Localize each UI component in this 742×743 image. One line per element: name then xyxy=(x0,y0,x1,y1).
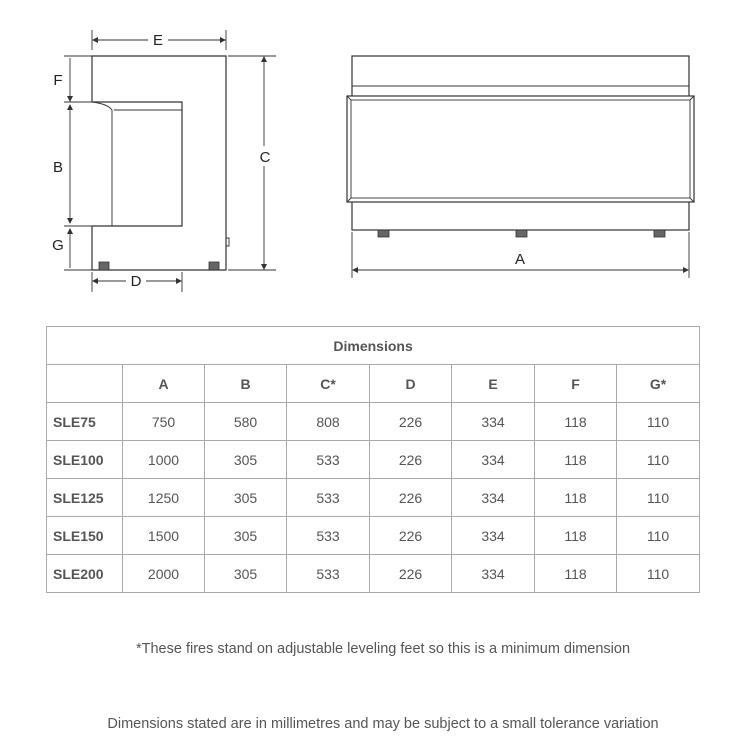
table-cell: 226 xyxy=(370,555,452,593)
column-header-c: C* xyxy=(287,365,370,403)
table-cell: 110 xyxy=(617,403,700,441)
table-cell: 118 xyxy=(535,555,617,593)
table-cell: 110 xyxy=(617,517,700,555)
table-cell: 334 xyxy=(452,403,535,441)
dim-c-arrow-top xyxy=(261,56,267,62)
table-cell: 226 xyxy=(370,517,452,555)
dim-b-arrow-bottom xyxy=(67,218,73,224)
table-row xyxy=(47,555,700,593)
model-name: SLE200 xyxy=(47,555,123,593)
dim-d-arrow-right xyxy=(176,278,182,284)
dim-b-label: B xyxy=(52,159,64,176)
table-cell: 305 xyxy=(205,441,287,479)
table-cell: 305 xyxy=(205,517,287,555)
side-view-foot-left xyxy=(99,262,109,270)
table-cell: 118 xyxy=(535,403,617,441)
table-cell: 1000 xyxy=(123,441,205,479)
dim-g-arrow xyxy=(67,228,73,234)
table-cell: 533 xyxy=(287,479,370,517)
dim-g-label: G xyxy=(52,237,64,254)
table-row xyxy=(47,441,700,479)
technical-drawing xyxy=(0,0,742,310)
table-cell: 533 xyxy=(287,555,370,593)
column-header-f: F xyxy=(535,365,617,403)
model-name: SLE100 xyxy=(47,441,123,479)
column-header-a: A xyxy=(123,365,205,403)
dim-c-label: C xyxy=(259,149,271,166)
front-view-glass-frame xyxy=(347,96,694,202)
side-view-firebox-inner xyxy=(92,102,112,226)
table-title-row xyxy=(47,327,700,365)
table-cell: 334 xyxy=(452,517,535,555)
column-header xyxy=(47,365,123,403)
dim-a-arrow-right xyxy=(683,267,689,273)
column-header-d: D xyxy=(370,365,452,403)
side-view-foot-right xyxy=(209,262,219,270)
table-cell: 750 xyxy=(123,403,205,441)
table-cell: 305 xyxy=(205,555,287,593)
dim-e-arrow-right xyxy=(220,37,226,43)
table-cell: 533 xyxy=(287,441,370,479)
table-cell: 118 xyxy=(535,517,617,555)
dim-e-label: E xyxy=(152,32,164,49)
dim-d-label: D xyxy=(130,273,142,290)
tolerance-note: Dimensions stated are in millimetres and may be subject to a small tolerance variation xyxy=(107,716,659,732)
table-row xyxy=(47,403,700,441)
table-cell: 1250 xyxy=(123,479,205,517)
table-cell: 226 xyxy=(370,479,452,517)
dim-f-arrow xyxy=(67,96,73,102)
table-cell: 2000 xyxy=(123,555,205,593)
model-name: SLE75 xyxy=(47,403,123,441)
dim-c-arrow-bottom xyxy=(261,264,267,270)
dimensions-table xyxy=(46,326,700,593)
front-view-foot-left xyxy=(378,230,389,237)
table-cell: 226 xyxy=(370,441,452,479)
front-view-foot-right xyxy=(654,230,665,237)
dim-a-arrow-left xyxy=(352,267,358,273)
table-cell: 334 xyxy=(452,441,535,479)
table-row xyxy=(47,479,700,517)
dim-a-label: A xyxy=(514,251,526,268)
footnote: *These fires stand on adjustable leveling feet so this is a minimum dimension xyxy=(135,641,631,657)
table-cell: 305 xyxy=(205,479,287,517)
table-cell: 580 xyxy=(205,403,287,441)
model-name: SLE125 xyxy=(47,479,123,517)
table-cell: 808 xyxy=(287,403,370,441)
dim-b-arrow-top xyxy=(67,104,73,110)
side-view-firebox xyxy=(92,102,182,226)
table-row xyxy=(47,517,700,555)
table-header-row xyxy=(47,365,700,403)
table-title: Dimensions xyxy=(47,327,700,365)
dim-d-arrow-left xyxy=(92,278,98,284)
table-cell: 334 xyxy=(452,555,535,593)
front-view xyxy=(347,56,694,278)
column-header-e: E xyxy=(452,365,535,403)
column-header-b: B xyxy=(205,365,287,403)
table-cell: 334 xyxy=(452,479,535,517)
table-cell: 110 xyxy=(617,555,700,593)
dim-e-arrow-left xyxy=(92,37,98,43)
table-cell: 1500 xyxy=(123,517,205,555)
table-cell: 110 xyxy=(617,441,700,479)
model-name: SLE150 xyxy=(47,517,123,555)
table-cell: 118 xyxy=(535,479,617,517)
table-cell: 226 xyxy=(370,403,452,441)
dim-f-label: F xyxy=(53,72,63,89)
table-cell: 110 xyxy=(617,479,700,517)
side-view xyxy=(52,30,276,292)
column-header-g: G* xyxy=(617,365,700,403)
table-cell: 533 xyxy=(287,517,370,555)
front-view-foot-middle xyxy=(516,230,527,237)
table-cell: 118 xyxy=(535,441,617,479)
